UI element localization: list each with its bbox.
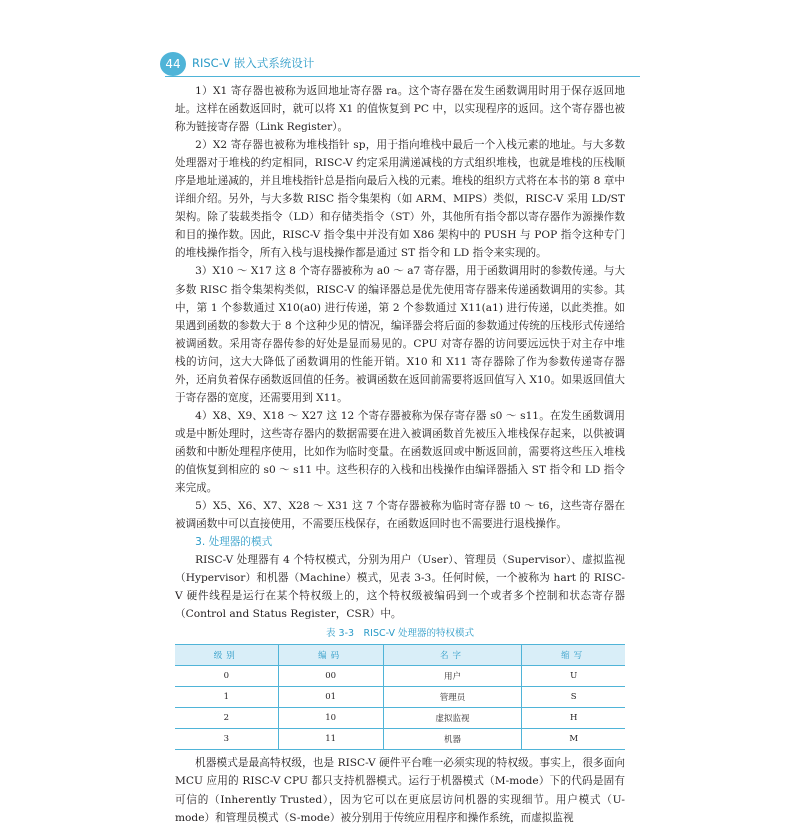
cell-abbr: S: [522, 687, 625, 708]
paragraph-machine-mode: 机器模式是最高特权级，也是 RISC-V 硬件平台唯一必须实现的特权级。事实上，很多面向 MCU 应用的 RISC-V CPU 都只支持机器模式。运行于机器模式（M-mode）下的代码是固有可信的（Inherently Trusted），因为它可以在更底层访问机器的实现细节。用户模式（U-mode）和管理员模式（S-mode）被分别用于传统应用程序和操作系统，而虚拟监视: [175, 757, 625, 824]
cell-encoding: 11: [278, 729, 383, 750]
section-heading: 3. 处理器的模式: [195, 536, 273, 549]
paragraph-x1: 1）X1 寄存器也被称为返回地址寄存器 ra。这个寄存器在发生函数调用时用于保存返回地址。这样在函数返回时，就可以将 X1 的值恢复到 PC 中，以实现程序的返回。这个寄存器也被称为链接寄存器（Link Register）。: [175, 85, 625, 134]
paragraph-saved-registers: 4）X8、X9、X18 ～ X27 这 12 个寄存器被称为保存寄存器 s0 ～ s11。在发生函数调用或是中断处理时，这些寄存器内的数据需要在进入被调函数首先被压入堆栈保存起来，以供被调函数和中断处理程序使用，比如作为临时变量。在函数返回或中断返回前，需要将这些压入堆栈的值恢复到相应的 s0 ～ s11 中。这些积存的入栈和出栈操作由编译器插入 ST 指令和 LD 指令来完成。: [175, 409, 625, 495]
cell-abbr: H: [522, 708, 625, 729]
header-level: 级别: [175, 645, 278, 666]
cell-encoding: 10: [278, 708, 383, 729]
page-body: [175, 82, 625, 827]
paragraph-x2: 2）X2 寄存器也被称为堆栈指针 sp，用于指向堆栈中最后一个入栈元素的地址。与大多数处理器对于堆栈的约定相同，RISC-V 约定采用满递减栈的方式组织堆栈，也就是堆栈的压栈顺序是地址递减的，并且堆栈指针总是指向最后入栈的元素。堆栈的组织方式将在本书的第 8 章中详细介绍。另外，与大多数 RISC 指令集架构（如 ARM、MIPS）类似，RISC-V 采用 LD/ST 架构。除了装载类指令（LD）和存储类指令（ST）外，其他所有指令都以寄存器作为源操作数和目的操作数。因此，RISC-V 指令集中并没有如 X86 架构中的 PUSH 与 POP 指令这种专门的堆栈操作指令，所有入栈与退栈操作都是通过 ST 指令和 LD 指令来实现的。: [175, 139, 625, 260]
cell-encoding: 00: [278, 666, 383, 687]
cell-abbr: M: [522, 729, 625, 750]
cell-encoding: 01: [278, 687, 383, 708]
header-rule: [165, 76, 640, 77]
cell-name: 虚拟监视: [383, 708, 522, 729]
table-row: [175, 729, 625, 750]
page-number: 44: [160, 52, 186, 76]
cell-name: 管理员: [383, 687, 522, 708]
cell-name: 用户: [383, 666, 522, 687]
header-encoding: 编码: [278, 645, 383, 666]
cell-level: 0: [175, 666, 278, 687]
header-abbr: 缩写: [522, 645, 625, 666]
cell-level: 3: [175, 729, 278, 750]
paragraph-x10-x17: 3）X10 ～ X17 这 8 个寄存器被称为 a0 ～ a7 寄存器，用于函数调用时的参数传递。与大多数 RISC 指令集架构类似，RISC-V 的编译器总是优先使用寄存器来传递函数调用的实参。其中，第 1 个参数通过 X10(a0) 进行传递，第 2 个参数通过 X11(a1) 进行传递，以此类推。如果遇到函数的参数大于 8 个这种少见的情况，编译器会将后面的参数通过传统的压栈形式传递给被调函数。采用寄存器传参的好处是显而易见的。CPU 对寄存器的访问要远远快于对主存中堆栈的访问，这大大降低了函数调用的性能开销。X10 和 X11 寄存器除了作为参数传递寄存器外，还肩负着保存函数返回值的任务。被调函数在返回前需要将返回值写入 X10。如果返回值大于寄存器的宽度，还需要用到 X11。: [175, 265, 625, 404]
table-row: [175, 687, 625, 708]
table-header-row: [175, 645, 625, 666]
header-name: 名字: [383, 645, 522, 666]
cell-name: 机器: [383, 729, 522, 750]
cell-abbr: U: [522, 666, 625, 687]
cell-level: 2: [175, 708, 278, 729]
paragraph-modes: RISC-V 处理器有 4 个特权模式，分别为用户（User）、管理员（Supervisor）、虚拟监视（Hypervisor）和机器（Machine）模式，见表 3-3。任何时候，一个被称为 hart 的 RISC-V 硬件线程是运行在某个特权级上的，这个特权级被编码到一个或者多个控制和状态寄存器（Control and Status Register，CSR）中。: [175, 554, 625, 621]
paragraph-temp-registers: 5）X5、X6、X7、X28 ～ X31 这 7 个寄存器被称为临时寄存器 t0 ～ t6，这些寄存器在被调函数中可以直接使用，不需要压栈保存，在函数返回时也不需要进行退栈操作。: [175, 500, 625, 531]
table-row: [175, 708, 625, 729]
page-header: [160, 52, 640, 76]
table-caption: 表 3-3 RISC-V 处理器的特权模式: [326, 628, 474, 640]
privilege-mode-table: [175, 644, 625, 750]
book-title: RISC-V 嵌入式系统设计: [192, 56, 315, 70]
cell-level: 1: [175, 687, 278, 708]
table-row: [175, 666, 625, 687]
